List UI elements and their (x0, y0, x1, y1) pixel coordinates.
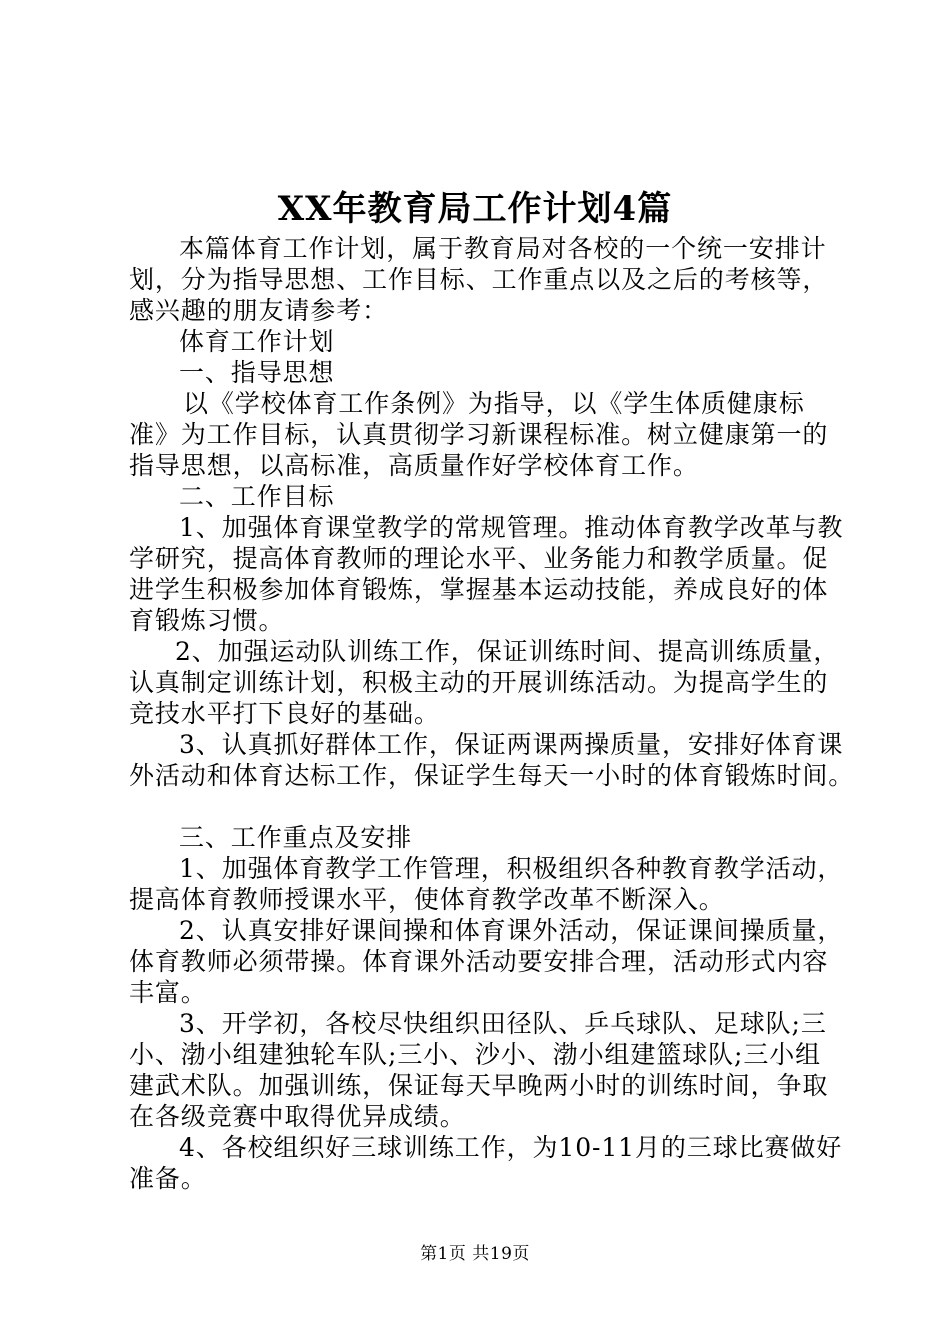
section-heading: 一、指导思想 (179, 358, 335, 387)
body-line: 进学生积极参加体育锻炼，掌握基本运动技能，养成良好的体 (129, 575, 829, 604)
body-line: 建武术队。加强训练，保证每天早晚两小时的训练时间，争取 (129, 1071, 829, 1100)
body-line: 育锻炼习惯。 (129, 606, 285, 635)
body-line: 准》为工作目标，认真贯彻学习新课程标准。树立健康第一的 (129, 420, 829, 449)
body-line: 感兴趣的朋友请参考： (129, 296, 389, 325)
section-heading: 三、工作重点及安排 (179, 823, 413, 852)
section-heading: 二、工作目标 (179, 482, 335, 511)
body-line: 准备。 (129, 1164, 207, 1193)
body-line: 指导思想，以高标准，高质量作好学校体育工作。 (129, 451, 699, 480)
body-line: 划，分为指导思想、工作目标、工作重点以及之后的考核等， (129, 265, 829, 294)
document-body (129, 233, 855, 1194)
page-footer: 第1页 共19页 (420, 1244, 530, 1264)
body-line: 4、各校组织好三球训练工作，为10-11月的三球比赛做好 (179, 1133, 843, 1162)
body-line: 在各级竞赛中取得优异成绩。 (129, 1102, 466, 1131)
body-line: 1、加强体育课堂教学的常规管理。推动体育教学改革与教 (179, 513, 844, 542)
body-line: 2、加强运动队训练工作，保证训练时间、提高训练质量， (175, 637, 840, 666)
body-line: 小、渤小组建独轮车队;三小、沙小、渤小组建篮球队;三小组 (129, 1040, 822, 1069)
body-line: 3、认真抓好群体工作，保证两课两操质量，安排好体育课 (179, 730, 844, 759)
body-line: 本篇体育工作计划，属于教育局对各校的一个统一安排计 (179, 234, 827, 263)
body-line: 竞技水平打下良好的基础。 (129, 699, 440, 728)
body-line: 丰富。 (129, 978, 207, 1007)
body-line: 认真制定训练计划，积极主动的开展训练活动。为提高学生的 (129, 668, 829, 697)
body-line: 提高体育教师授课水平，使体育教学改革不断深入。 (129, 885, 725, 914)
body-line: 3、开学初，各校尽快组织田径队、乒乓球队、足球队;三 (179, 1009, 827, 1038)
body-line: 外活动和体育达标工作，保证学生每天一小时的体育锻炼时间。 (129, 761, 855, 790)
document-title: XX年教育局工作计划4篇 (277, 189, 673, 229)
body-line: 体育教师必须带操。体育课外活动要安排合理，活动形式内容 (129, 947, 829, 976)
body-line: 1、加强体育教学工作管理，积极组织各种教育教学活动， (179, 854, 844, 883)
body-line: 以《学校体育工作条例》为指导，以《学生体质健康标 (183, 389, 805, 418)
body-line: 2、认真安排好课间操和体育课外活动，保证课间操质量， (179, 916, 844, 945)
blank-line (129, 791, 834, 822)
section-heading: 体育工作计划 (179, 327, 335, 356)
body-line: 学研究，提高体育教师的理论水平、业务能力和教学质量。促 (129, 544, 829, 573)
